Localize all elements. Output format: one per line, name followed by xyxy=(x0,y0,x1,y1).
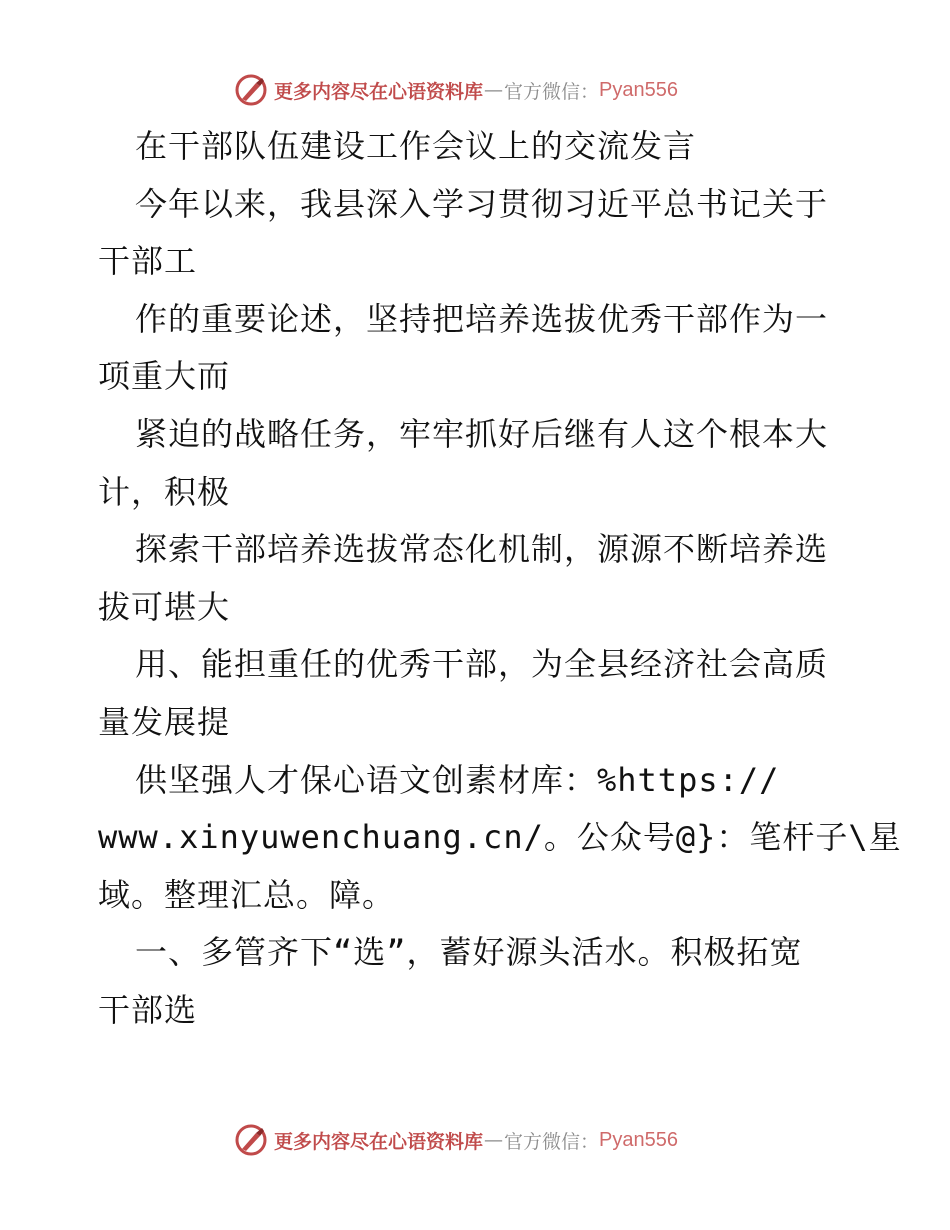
text-line: 在干部队伍建设工作会议上的交流发言 xyxy=(135,127,697,165)
text-line: 项重大而 xyxy=(98,357,231,396)
text-line: 域。整理汇总。障。 xyxy=(98,875,396,914)
footer-watermark xyxy=(234,1122,754,1158)
pen-logo-icon xyxy=(234,73,268,107)
text-line: www.xinyuwenchuang.cn/。公众号@}：笔杆子\星 xyxy=(98,818,902,857)
text-line: 紧迫的战略任务，牢牢抓好后继有人这个根本大 xyxy=(135,414,829,453)
text-line: 量发展提 xyxy=(98,702,231,741)
watermark-wechat-label: 官方微信： xyxy=(504,80,600,103)
text-line: 干部选 xyxy=(98,990,198,1029)
watermark-site-name: 更多内容尽在心语资料库 xyxy=(274,80,484,103)
watermark-wechat-handle: Pyan556 xyxy=(599,1128,678,1151)
text-line: 探索干部培养选拔常态化机制，源源不断培养选 xyxy=(135,530,829,569)
text-line: 计，积极 xyxy=(98,472,231,511)
pen-logo-icon xyxy=(234,1123,268,1157)
watermark-wechat-label: 官方微信： xyxy=(504,1130,600,1153)
watermark-dash: — xyxy=(484,1129,504,1151)
text-line: 一、多管齐下“选”，蓄好源头活水。积极拓宽 xyxy=(135,933,803,972)
watermark-wechat-handle: Pyan556 xyxy=(599,78,678,101)
text-line: 供坚强人才保心语文创素材库：%https:// xyxy=(135,760,780,799)
text-line: 作的重要论述，坚持把培养选拔优秀干部作为一 xyxy=(135,299,829,338)
watermark-dash: — xyxy=(484,79,504,101)
text-line: 干部工 xyxy=(98,242,198,281)
text-line: 用、能担重任的优秀干部，为全县经济社会高质 xyxy=(135,645,829,684)
text-line: 拔可堪大 xyxy=(98,587,231,626)
header-watermark xyxy=(234,72,754,108)
watermark-site-name: 更多内容尽在心语资料库 xyxy=(274,1130,484,1153)
text-line: 今年以来，我县深入学习贯彻习近平总书记关于 xyxy=(135,184,829,223)
document-body xyxy=(98,118,902,1040)
